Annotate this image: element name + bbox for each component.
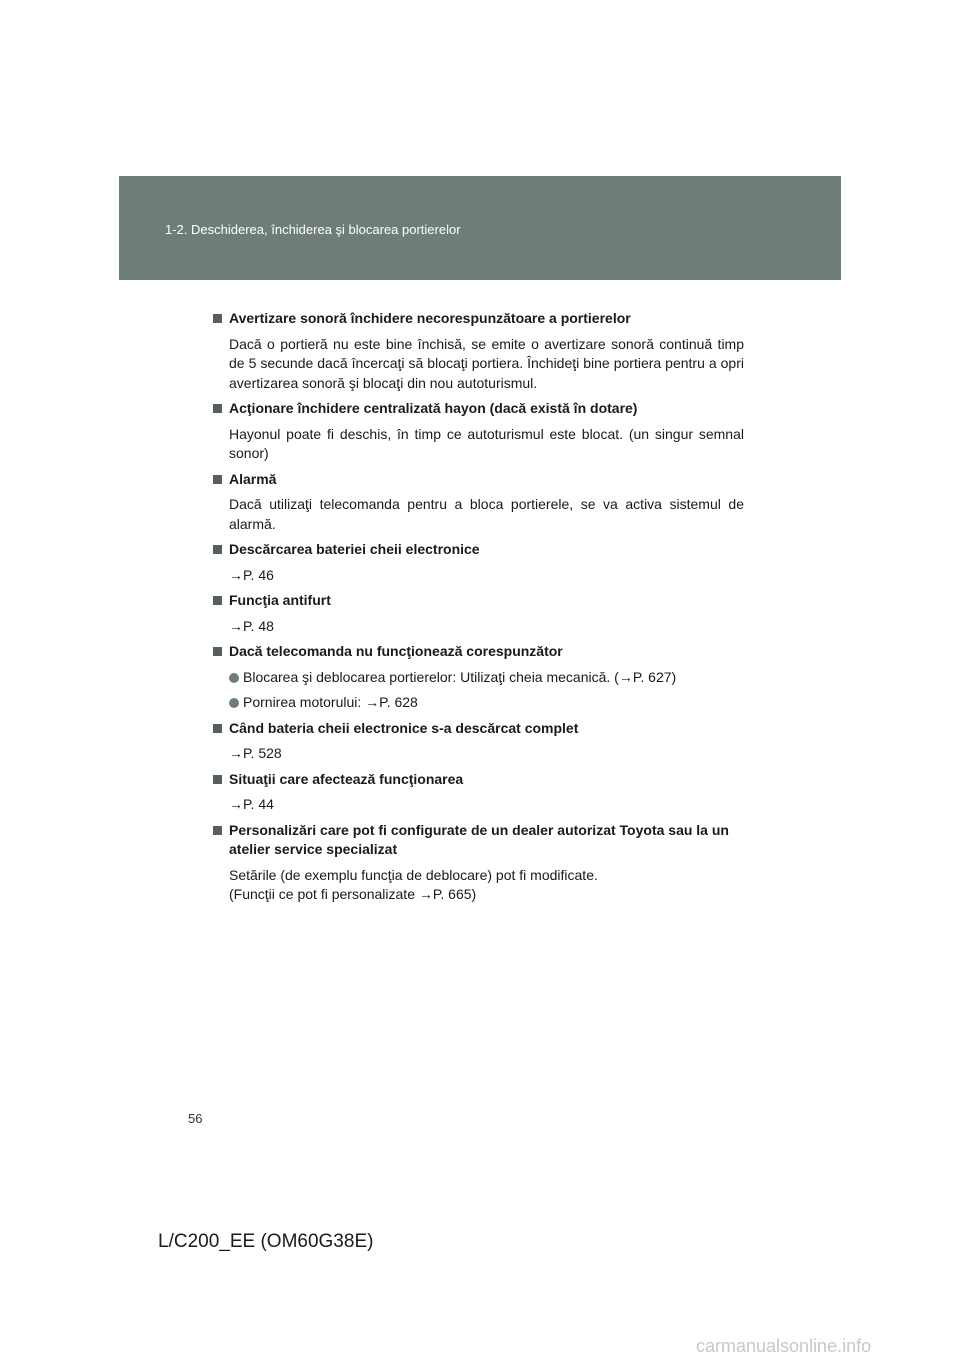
square-bullet-icon <box>213 545 222 554</box>
circle-bullet-icon <box>229 698 239 708</box>
heading-text: Funcţia antifurt <box>229 592 331 608</box>
square-bullet-icon <box>213 475 222 484</box>
square-bullet-icon <box>213 596 222 605</box>
list-item-text: Pornirea motorului: →P. 628 <box>243 694 418 710</box>
section-header-band <box>119 176 841 280</box>
heading-text: Situaţii care afectează funcţionarea <box>229 770 464 787</box>
page-reference: →P. 48 <box>229 617 274 634</box>
paragraph-door-warning: Dacă o portieră nu este bine închisă, se emite o avertizare sonoră continuă timp de 5 secunde dacă încercaţi să blocaţi portiera. Închideţi bine portiera pentru a opri avertizarea sonoră şi blocaţi din nou autoturismul. <box>229 335 744 391</box>
section-title: 1-2. Deschiderea, închiderea şi blocarea portierelor <box>165 222 461 237</box>
circle-bullet-icon <box>229 673 239 683</box>
page-number: 56 <box>188 1111 203 1126</box>
paragraph-tailgate: Hayonul poate fi deschis, în timp ce autoturismul este blocat. (un singur semnal sonor) <box>229 425 744 461</box>
page-content <box>212 309 744 911</box>
heading-battery-depleted <box>212 719 744 739</box>
heading-text: Acţionare închidere centralizată hayon (dacă există în dotare) <box>229 400 638 416</box>
heading-text: Descărcarea bateriei cheii electronice <box>229 541 480 557</box>
square-bullet-icon <box>213 647 222 656</box>
square-bullet-icon <box>213 314 222 323</box>
paragraph-alarm: Dacă utilizaţi telecomanda pentru a bloca portierele, se va activa sistemul de alarmă. <box>229 496 744 532</box>
heading-text: Alarmă <box>229 470 277 487</box>
heading-text: Personalizări care pot fi configurate de un dealer autorizat Toyota sau la un atelier service specializat <box>229 821 729 857</box>
heading-text: Dacă telecomanda nu funcţionează corespunzător <box>229 643 563 659</box>
heading-antitheft <box>212 591 744 611</box>
list-item <box>212 693 744 713</box>
watermark: carmanualsonline.info <box>696 1336 872 1356</box>
paragraph-customization: Setările (de exemplu funcţia de deblocare) pot fi modificate. <box>229 866 598 883</box>
heading-remote-fault <box>212 642 744 662</box>
page-reference: →P. 44 <box>229 796 274 812</box>
heading-text: Avertizare sonoră închidere necorespunzătoare a portierelor <box>229 310 631 326</box>
list-item-text: Blocarea şi deblocarea portierelor: Utilizaţi cheia mecanică. (→P. 627) <box>243 668 677 685</box>
page-reference: →P. 46 <box>229 566 274 583</box>
heading-door-warning <box>212 309 744 329</box>
square-bullet-icon <box>213 826 222 835</box>
list-item <box>212 668 744 688</box>
heading-text: Când bateria cheii electronice s-a descărcat complet <box>229 719 579 736</box>
square-bullet-icon <box>213 404 222 413</box>
paragraph-customization-ref: (Funcţii ce pot fi personalizate →P. 665) <box>229 886 477 902</box>
square-bullet-icon <box>213 775 222 784</box>
heading-operation-conditions <box>212 770 744 790</box>
heading-alarm <box>212 470 744 490</box>
square-bullet-icon <box>213 724 222 733</box>
heading-customization <box>212 821 744 860</box>
heading-key-battery <box>212 540 744 560</box>
page-reference: →P. 528 <box>229 745 282 761</box>
heading-tailgate <box>212 399 744 419</box>
document-code: L/C200_EE (OM60G38E) <box>158 1231 374 1252</box>
